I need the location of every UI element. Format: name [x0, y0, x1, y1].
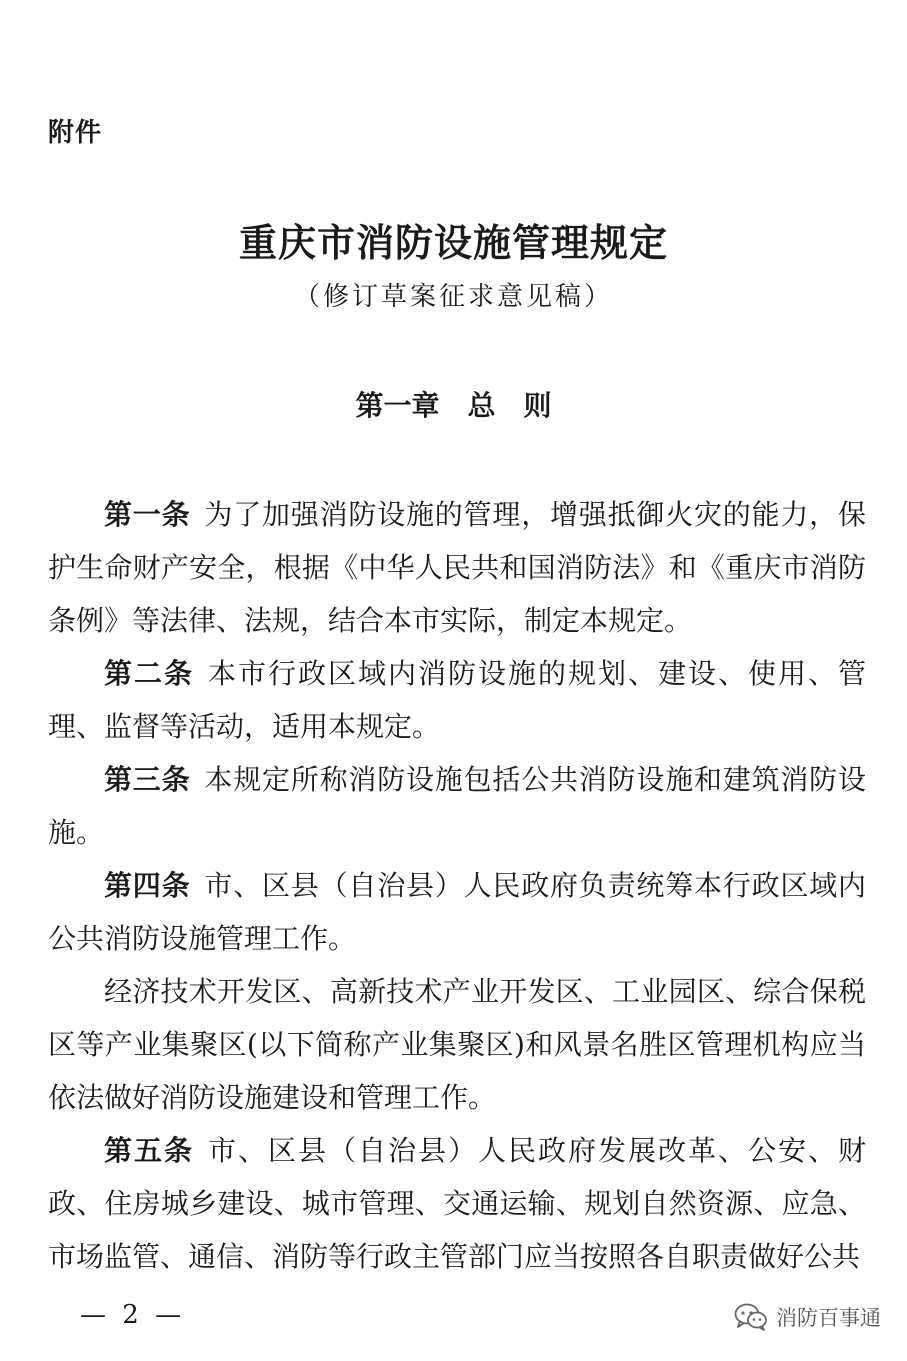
page-number: — 2 — [80, 1300, 186, 1330]
article-paragraph [48, 647, 866, 753]
article-label: 第二条 [104, 657, 194, 690]
article-paragraph [48, 965, 866, 1124]
document-title: 重庆市消防设施管理规定 [238, 220, 668, 265]
chapter-number: 第一章 [355, 389, 440, 422]
attachment-label: 附件 [48, 118, 103, 148]
article-label: 第五条 [104, 1134, 194, 1167]
chapter-name: 总 则 [467, 389, 552, 422]
article-label: 第四条 [104, 869, 191, 902]
article-text: 市、区县（自治县）人民政府发展改革、公安、财政、住房城乡建设、城市管理、交通运输、规划自然资源、应急、市场监管、通信、消防等行政主管部门应当按照各自职责做好公共 [48, 1134, 866, 1273]
article-paragraph [48, 753, 866, 859]
article-text: 为了加强消防设施的管理，增强抵御火灾的能力，保护生命财产安全，根据《中华人民共和国消防法》和《重庆市消防条例》等法律、法规，结合本市实际，制定本规定。 [48, 498, 866, 637]
article-text: 本规定所称消防设施包括公共消防设施和建筑消防设施。 [48, 763, 866, 849]
article-paragraph [48, 488, 866, 647]
document-body [48, 488, 866, 1283]
article-label: 第三条 [104, 763, 191, 796]
chapter-heading [0, 384, 907, 424]
document-subtitle: （修订草案征求意见稿） [293, 282, 613, 312]
article-text: 经济技术开发区、高新技术产业开发区、工业园区、综合保税区等产业集聚区(以下简称产业集聚区)和风景名胜区管理机构应当依法做好消防设施建设和管理工作。 [48, 975, 866, 1114]
article-paragraph [48, 859, 866, 965]
article-label: 第一条 [104, 498, 191, 531]
article-paragraph [48, 1124, 866, 1283]
article-text: 本市行政区域内消防设施的规划、建设、使用、管理、监督等活动，适用本规定。 [48, 657, 866, 743]
watermark-text: 消防百事通 [776, 1306, 881, 1330]
wechat-icon [734, 1303, 768, 1331]
watermark [734, 1302, 881, 1332]
article-text: 市、区县（自治县）人民政府负责统筹本行政区域内公共消防设施管理工作。 [48, 869, 866, 955]
